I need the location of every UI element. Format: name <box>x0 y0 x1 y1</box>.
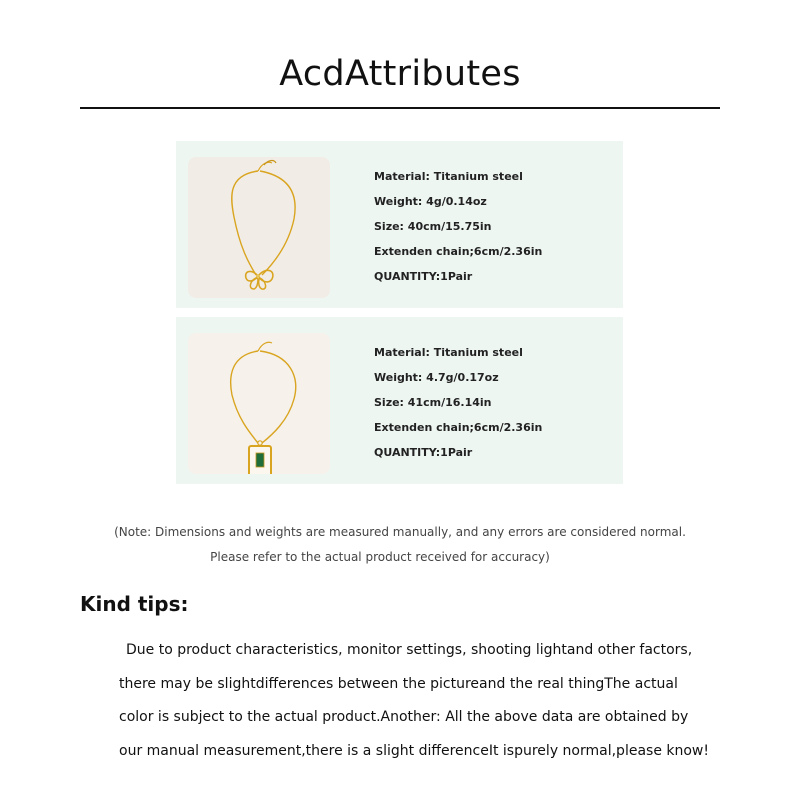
spec-list <box>374 169 542 294</box>
spec-quantity: QUANTITY:1Pair <box>374 446 473 459</box>
spec-material: Material: Titanium steel <box>374 346 523 359</box>
spec-size: Size: 41cm/16.14in <box>374 396 492 409</box>
product-card <box>176 141 623 308</box>
page-title: AcdAttributes <box>279 54 521 94</box>
butterfly-necklace-icon <box>188 157 330 298</box>
product-image-butterfly-necklace[interactable] <box>188 157 330 298</box>
measurement-note-line-2: Please refer to the actual product received for accuracy) <box>210 550 550 564</box>
tips-line: Due to product characteristics, monitor settings, shooting lightand other factors, <box>126 642 693 658</box>
emerald-pendant-necklace-icon <box>188 333 330 474</box>
spec-size: Size: 40cm/15.75in <box>374 220 492 233</box>
measurement-note-line-1: (Note: Dimensions and weights are measured manually, and any errors are considered normal. <box>114 525 686 539</box>
spec-weight: Weight: 4g/0.14oz <box>374 195 487 208</box>
spec-extender-chain: Extenden chain;6cm/2.36in <box>374 421 543 434</box>
product-card <box>176 317 623 484</box>
tips-line: our manual measurement,there is a slight differenceIt ispurely normal,please know! <box>119 742 709 759</box>
spec-extender-chain: Extenden chain;6cm/2.36in <box>374 245 543 258</box>
kind-tips-heading: Kind tips: <box>80 592 189 616</box>
spec-list <box>374 345 542 470</box>
spec-material: Material: Titanium steel <box>374 170 523 183</box>
title-divider <box>80 107 720 109</box>
spec-quantity: QUANTITY:1Pair <box>374 270 473 283</box>
kind-tips-paragraph <box>119 640 759 774</box>
tips-line: there may be slightdifferences between the pictureand the real thingThe actual <box>119 675 678 692</box>
spec-weight: Weight: 4.7g/0.17oz <box>374 371 499 384</box>
product-image-emerald-pendant[interactable] <box>188 333 330 474</box>
tips-line: color is subject to the actual product.Another: All the above data are obtained by <box>119 709 689 725</box>
